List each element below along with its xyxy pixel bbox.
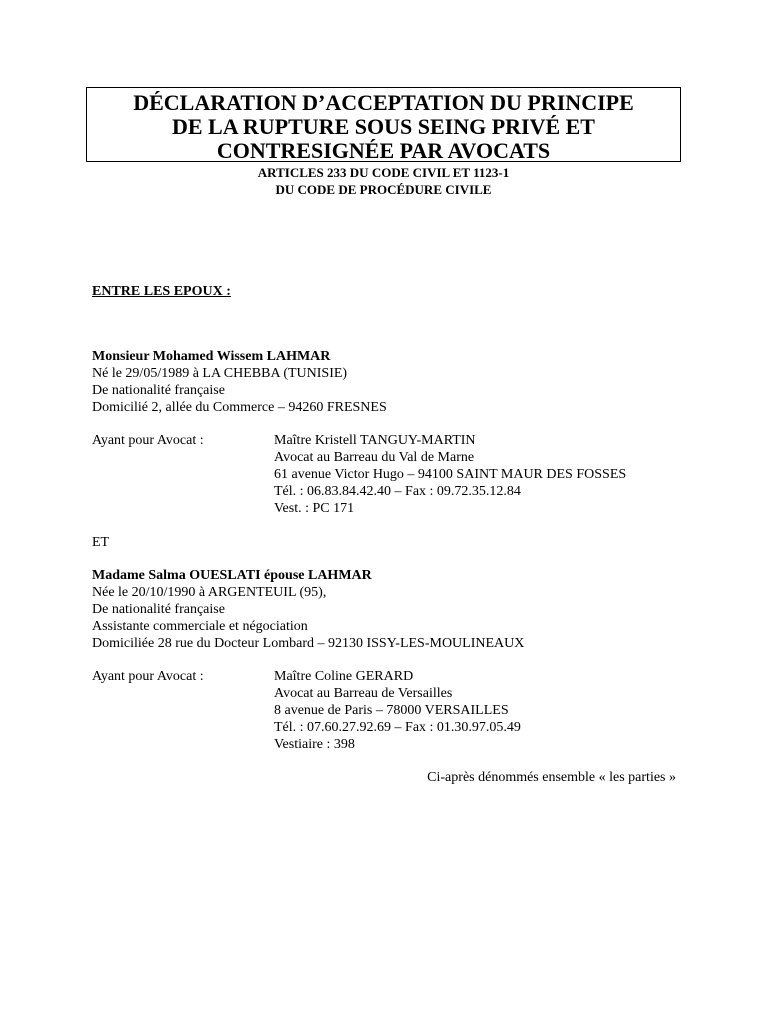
spouse2-nationality: De nationalité française (92, 602, 225, 617)
spouse1-nationality: De nationalité française (92, 383, 225, 398)
spouse2-birth: Née le 20/10/1990 à ARGENTEUIL (95), (92, 585, 327, 600)
spouse1-lawyer-label: Ayant pour Avocat : (92, 433, 204, 448)
spouse2-lawyer-bar: Avocat au Barreau de Versailles (274, 686, 453, 701)
spouse2-lawyer-label: Ayant pour Avocat : (92, 669, 204, 684)
spouse2-name: Madame Salma OUESLATI épouse LAHMAR (92, 568, 372, 583)
spouse1-lawyer-name: Maître Kristell TANGUY-MARTIN (274, 433, 476, 448)
spouse1-lawyer-bar: Avocat au Barreau du Val de Marne (274, 450, 475, 465)
spouse1-lawyer-address: 61 avenue Victor Hugo – 94100 SAINT MAUR DES FOSSES (274, 467, 627, 482)
spouse1-lawyer-vestiaire: Vest. : PC 171 (274, 501, 355, 516)
section-heading: ENTRE LES EPOUX : (92, 284, 231, 299)
spouse1-name: Monsieur Mohamed Wissem LAHMAR (92, 349, 331, 364)
separator-et: ET (92, 535, 110, 550)
title-line-2: DE LA RUPTURE SOUS SEING PRIVÉ ET (172, 114, 595, 139)
spouse1-lawyer-phone: Tél. : 06.83.84.42.40 – Fax : 09.72.35.12.84 (274, 484, 521, 499)
spouse1-address: Domicilié 2, allée du Commerce – 94260 FRESNES (92, 400, 387, 415)
spouse2-lawyer-address: 8 avenue de Paris – 78000 VERSAILLES (274, 703, 509, 718)
spouse2-occupation: Assistante commerciale et négociation (92, 619, 308, 634)
spouse2-address: Domiciliée 28 rue du Docteur Lombard – 92130 ISSY-LES-MOULINEAUX (92, 636, 525, 651)
document-title-box (86, 87, 681, 162)
title-line-1: DÉCLARATION D’ACCEPTATION DU PRINCIPE (133, 90, 634, 115)
spouse2-lawyer-name: Maître Coline GERARD (274, 669, 414, 684)
spouse1-birth: Né le 29/05/1989 à LA CHEBBA (TUNISIE) (92, 366, 348, 381)
title-line-3: CONTRESIGNÉE PAR AVOCATS (216, 138, 551, 163)
spouse2-lawyer-phone: Tél. : 07.60.27.92.69 – Fax : 01.30.97.05.49 (274, 720, 521, 735)
closing-note: Ci-après dénommés ensemble « les parties » (427, 770, 676, 785)
subtitle-line-1: ARTICLES 233 DU CODE CIVIL ET 1123-1 (257, 165, 510, 180)
spouse2-lawyer-vestiaire: Vestiaire : 398 (274, 737, 355, 752)
subtitle-line-2: DU CODE DE PROCÉDURE CIVILE (275, 182, 492, 197)
